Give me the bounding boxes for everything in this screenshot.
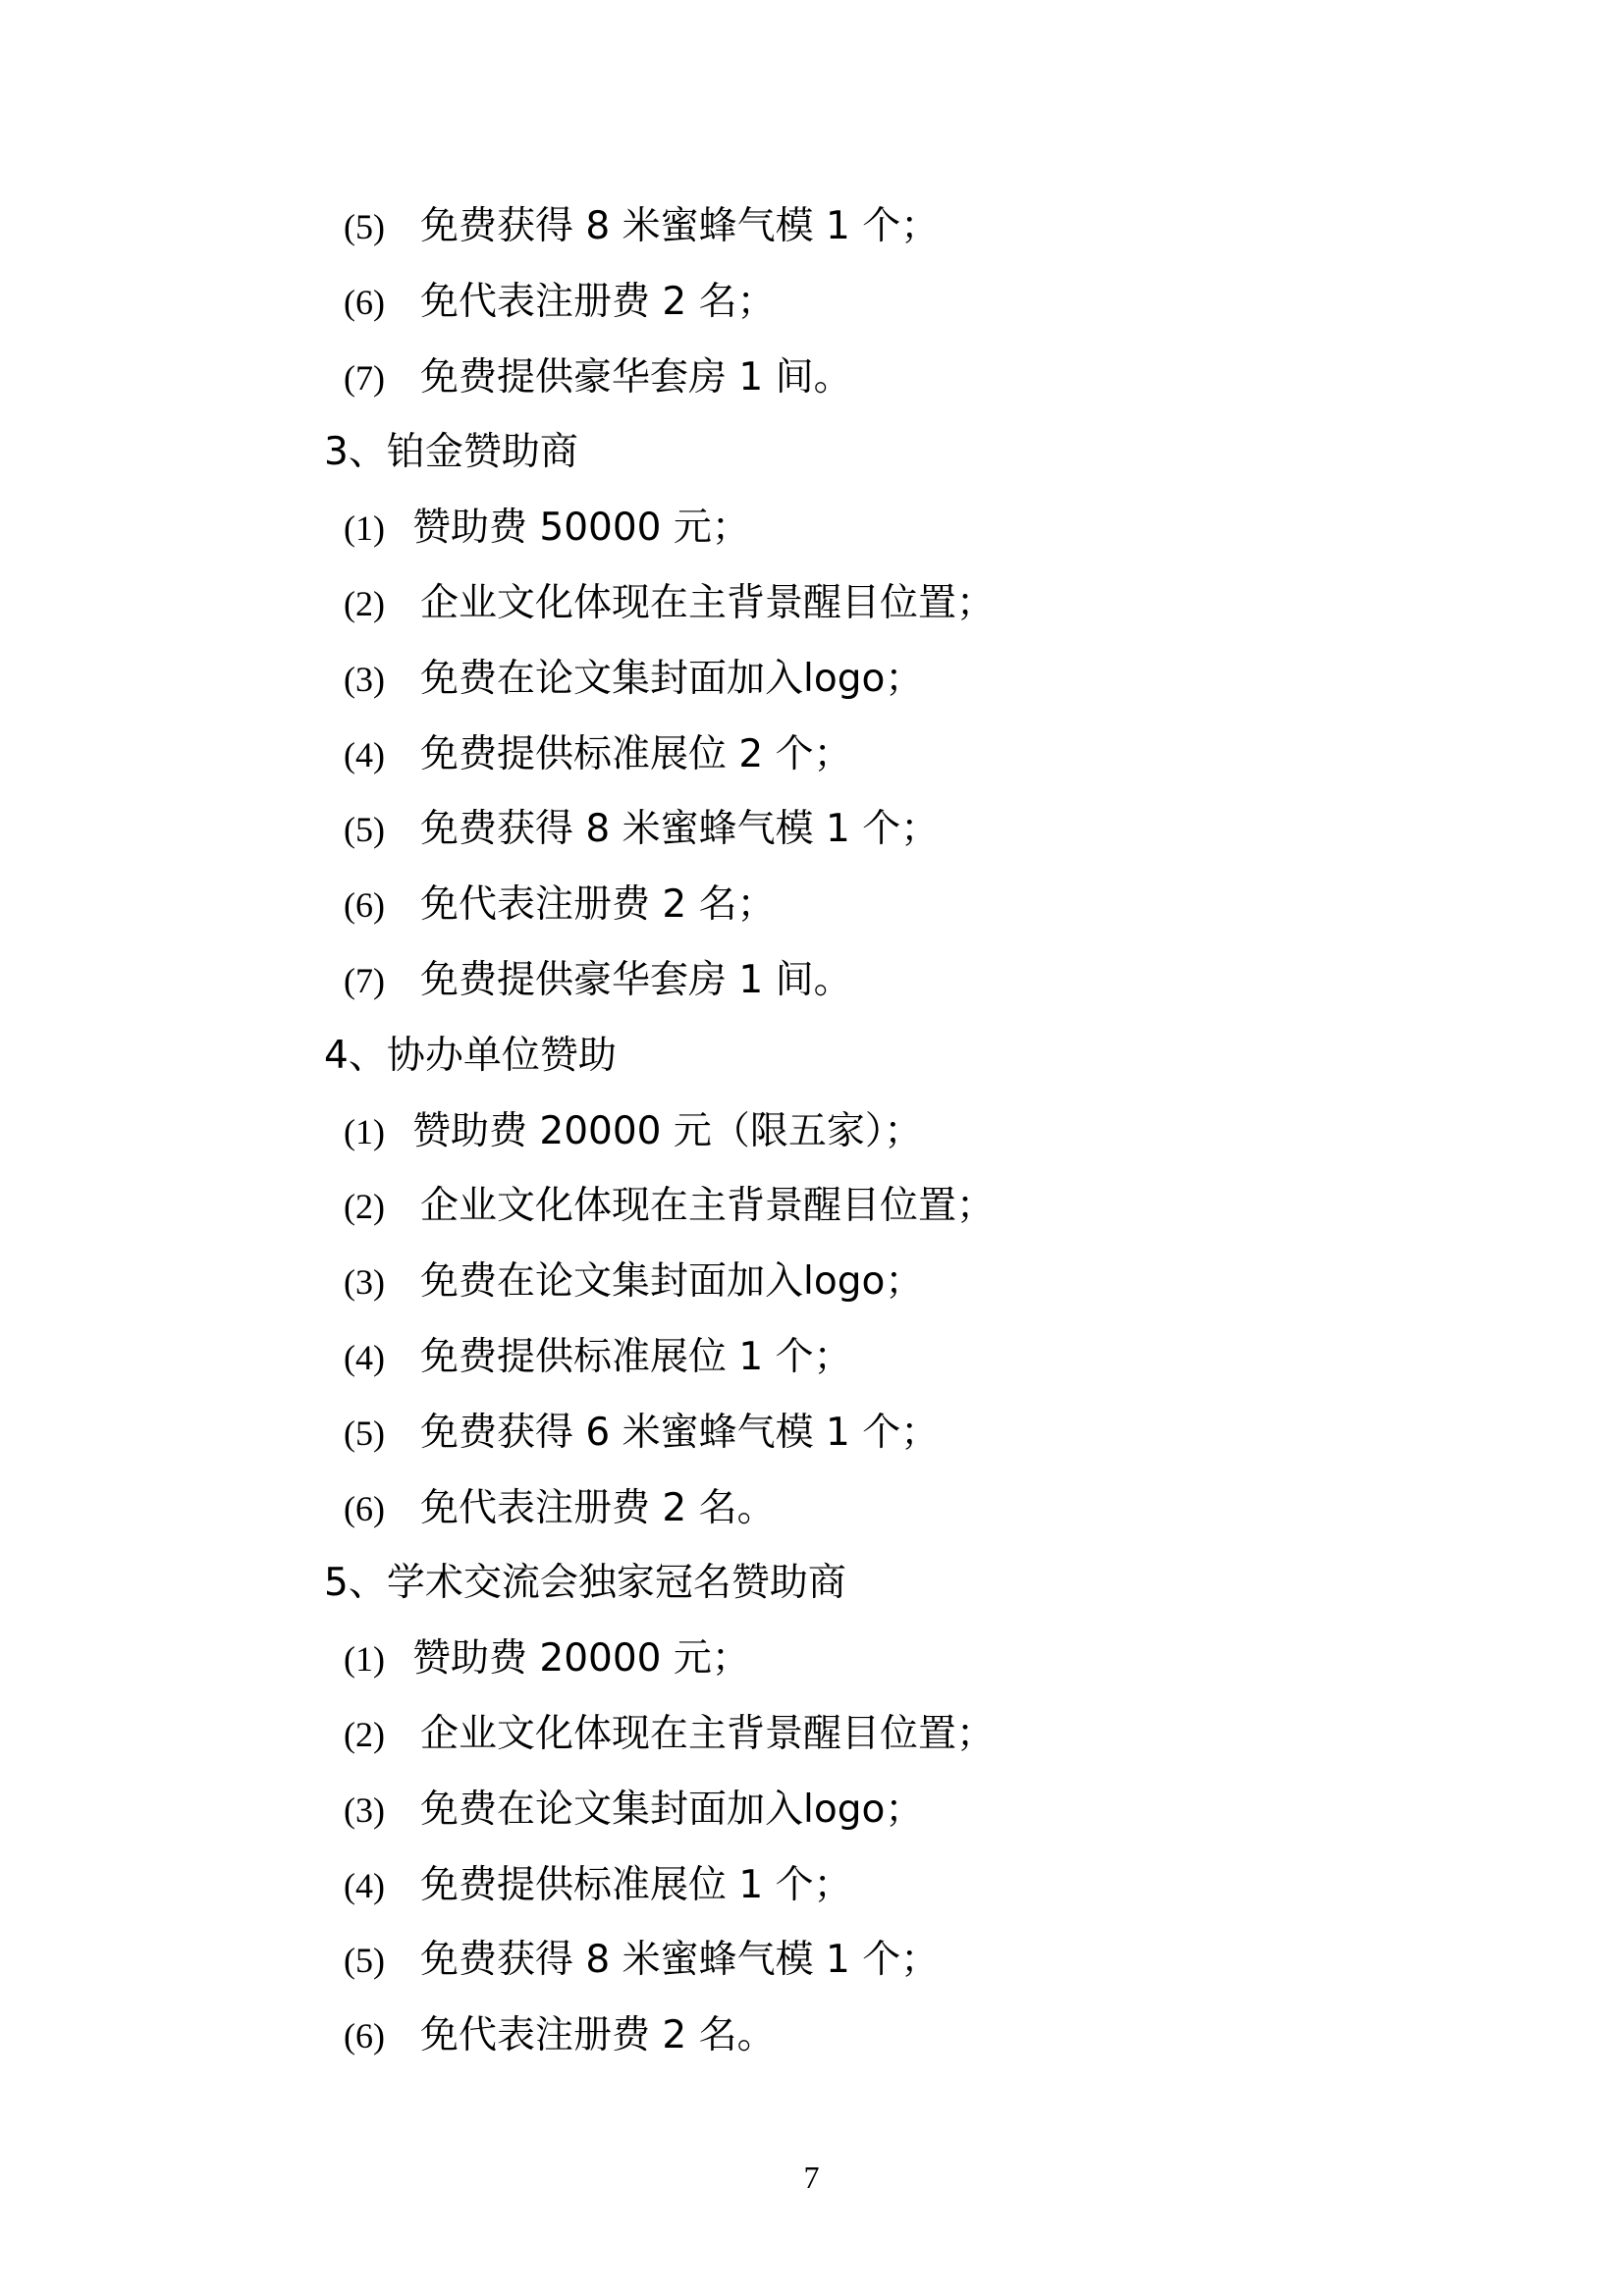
item-number: (4) xyxy=(344,1865,385,1905)
item-number: (4) xyxy=(344,734,385,774)
list-item xyxy=(0,189,1623,265)
section-heading-text: 3、铂金赞助商 xyxy=(324,430,578,475)
list-item xyxy=(0,1245,1623,1320)
item-text: 免费获得 6 米蜜蜂气模 1 个； xyxy=(420,1410,940,1455)
item-number: (6) xyxy=(344,1488,385,1528)
item-text: 免费提供豪华套房 1 间。 xyxy=(420,354,852,400)
item-number: (6) xyxy=(344,282,385,322)
item-text: 企业文化体现在主背景醒目位置； xyxy=(420,1711,996,1756)
section-heading-text: 5、学术交流会独家冠名赞助商 xyxy=(324,1561,846,1606)
item-text: 免代表注册费 2 名。 xyxy=(420,2013,776,2058)
list-item xyxy=(0,491,1623,566)
section-heading xyxy=(0,415,1623,491)
list-item xyxy=(0,1622,1623,1697)
list-item xyxy=(0,1095,1623,1170)
list-item xyxy=(0,1773,1623,1848)
item-number: (4) xyxy=(344,1337,385,1377)
item-number: (2) xyxy=(344,1187,385,1227)
item-text: 免代表注册费 2 名； xyxy=(420,279,776,324)
item-number: (1) xyxy=(344,1111,385,1151)
list-item xyxy=(0,1169,1623,1245)
list-item xyxy=(0,642,1623,718)
item-text: 免费在论文集封面加入logo； xyxy=(420,656,924,701)
list-item xyxy=(0,792,1623,868)
page-number: 7 xyxy=(803,2160,820,2195)
item-number: (2) xyxy=(344,583,385,623)
list-item xyxy=(0,943,1623,1019)
item-text: 免代表注册费 2 名。 xyxy=(420,1485,776,1530)
list-item xyxy=(0,1396,1623,1471)
item-number: (6) xyxy=(344,2016,385,2056)
item-text: 免费获得 8 米蜜蜂气模 1 个； xyxy=(420,807,940,852)
section-heading xyxy=(0,1546,1623,1622)
list-item xyxy=(0,868,1623,943)
list-item xyxy=(0,265,1623,341)
list-item xyxy=(0,1471,1623,1547)
item-number: (7) xyxy=(344,960,385,1000)
item-number: (3) xyxy=(344,1262,385,1303)
item-number: (5) xyxy=(344,207,385,246)
item-text: 企业文化体现在主背景醒目位置； xyxy=(420,580,996,625)
item-number: (1) xyxy=(344,508,385,549)
item-number: (5) xyxy=(344,1941,385,1981)
item-text: 免费在论文集封面加入logo； xyxy=(420,1259,924,1305)
item-text: 免费提供豪华套房 1 间。 xyxy=(420,957,852,1002)
item-text: 免费在论文集封面加入logo； xyxy=(420,1787,924,1832)
list-item xyxy=(0,1320,1623,1396)
item-text: 赞助费 50000 元； xyxy=(412,506,750,551)
item-text: 免费获得 8 米蜜蜂气模 1 个； xyxy=(420,1938,940,1983)
section-heading xyxy=(0,1019,1623,1095)
sponsorship-list xyxy=(0,189,1623,2074)
item-text: 赞助费 20000 元（限五家）； xyxy=(412,1108,923,1153)
item-text: 免费提供标准展位 2 个； xyxy=(420,731,852,776)
item-text: 免费提供标准展位 1 个； xyxy=(420,1862,852,1907)
list-item xyxy=(0,341,1623,416)
item-number: (2) xyxy=(344,1714,385,1754)
item-number: (7) xyxy=(344,357,385,398)
list-item xyxy=(0,1697,1623,1773)
item-number: (6) xyxy=(344,885,385,926)
list-item xyxy=(0,718,1623,793)
section-heading-text: 4、协办单位赞助 xyxy=(324,1033,617,1078)
item-number: (5) xyxy=(344,810,385,850)
item-text: 免代表注册费 2 名； xyxy=(420,882,776,928)
list-item xyxy=(0,1848,1623,1924)
item-number: (5) xyxy=(344,1413,385,1453)
item-number: (1) xyxy=(344,1639,385,1680)
list-item xyxy=(0,566,1623,642)
item-text: 免费获得 8 米蜜蜂气模 1 个； xyxy=(420,204,940,248)
item-number: (3) xyxy=(344,1789,385,1830)
item-number: (3) xyxy=(344,659,385,699)
item-text: 赞助费 20000 元； xyxy=(412,1636,750,1682)
item-text: 免费提供标准展位 1 个； xyxy=(420,1334,852,1379)
item-text: 企业文化体现在主背景醒目位置； xyxy=(420,1184,996,1229)
list-item xyxy=(0,1999,1623,2074)
list-item xyxy=(0,1923,1623,1999)
